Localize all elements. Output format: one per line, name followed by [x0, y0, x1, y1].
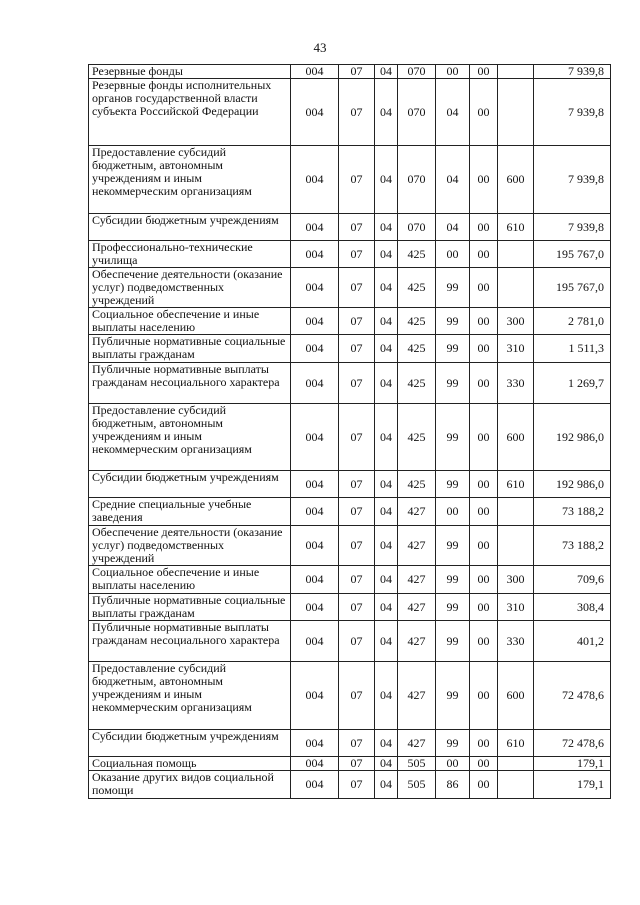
cell-expense-type: 600 [498, 662, 534, 730]
cell-subprogram-code: 00 [436, 241, 470, 268]
cell-subsection-code: 04 [375, 594, 398, 621]
table-row [89, 363, 611, 404]
cell-section-code: 07 [339, 594, 375, 621]
cell-program-code: 070 [398, 79, 436, 146]
cell-subprogram-code: 99 [436, 526, 470, 566]
cell-program-code: 427 [398, 594, 436, 621]
table-row [89, 335, 611, 363]
row-name: Обеспечение деятельности (оказание услуг) подведомственных учреждений [89, 268, 291, 308]
table-row [89, 566, 611, 594]
cell-amount: 7 939,8 [534, 65, 611, 79]
cell-expense-type [498, 79, 534, 146]
cell-item-code: 00 [470, 621, 498, 662]
cell-subsection-code: 04 [375, 771, 398, 799]
cell-subsection-code: 04 [375, 662, 398, 730]
cell-program-code: 427 [398, 566, 436, 594]
cell-amount: 72 478,6 [534, 662, 611, 730]
row-name: Субсидии бюджетным учреждениям [89, 214, 291, 241]
row-name: Резервные фонды исполнительных органов государственной власти субъекта Российской Федерации [89, 79, 291, 146]
cell-item-code: 00 [470, 335, 498, 363]
row-name: Предоставление субсидий бюджетным, автономным учреждениям и иным некоммерческим организациям [89, 404, 291, 471]
cell-subprogram-code: 99 [436, 621, 470, 662]
cell-section-code: 07 [339, 621, 375, 662]
cell-program-code: 425 [398, 241, 436, 268]
cell-expense-type: 300 [498, 566, 534, 594]
cell-item-code: 00 [470, 662, 498, 730]
cell-subprogram-code: 99 [436, 404, 470, 471]
cell-ministry-code: 004 [291, 526, 339, 566]
cell-amount: 1 511,3 [534, 335, 611, 363]
cell-item-code: 00 [470, 771, 498, 799]
row-name: Средние специальные учебные заведения [89, 498, 291, 526]
cell-subsection-code: 04 [375, 146, 398, 214]
cell-expense-type [498, 65, 534, 79]
cell-program-code: 070 [398, 214, 436, 241]
cell-section-code: 07 [339, 363, 375, 404]
cell-section-code: 07 [339, 498, 375, 526]
page-number: 43 [313, 40, 327, 55]
cell-program-code: 070 [398, 65, 436, 79]
cell-section-code: 07 [339, 214, 375, 241]
cell-item-code: 00 [470, 241, 498, 268]
cell-section-code: 07 [339, 335, 375, 363]
table-row [89, 268, 611, 308]
cell-subsection-code: 04 [375, 404, 398, 471]
cell-program-code: 425 [398, 471, 436, 498]
row-name: Оказание других видов социальной помощи [89, 771, 291, 799]
cell-section-code: 07 [339, 526, 375, 566]
cell-amount: 709,6 [534, 566, 611, 594]
cell-subsection-code: 04 [375, 335, 398, 363]
cell-item-code: 00 [470, 730, 498, 757]
cell-program-code: 427 [398, 730, 436, 757]
cell-subprogram-code: 00 [436, 757, 470, 771]
cell-subprogram-code: 99 [436, 363, 470, 404]
cell-program-code: 425 [398, 363, 436, 404]
cell-ministry-code: 004 [291, 241, 339, 268]
cell-subsection-code: 04 [375, 241, 398, 268]
table-row [89, 771, 611, 799]
row-name: Субсидии бюджетным учреждениям [89, 730, 291, 757]
cell-subsection-code: 04 [375, 79, 398, 146]
cell-item-code: 00 [470, 65, 498, 79]
cell-subsection-code: 04 [375, 526, 398, 566]
cell-amount: 192 986,0 [534, 404, 611, 471]
cell-expense-type: 610 [498, 214, 534, 241]
cell-subsection-code: 04 [375, 621, 398, 662]
cell-ministry-code: 004 [291, 771, 339, 799]
cell-expense-type: 610 [498, 730, 534, 757]
cell-program-code: 425 [398, 335, 436, 363]
cell-program-code: 505 [398, 771, 436, 799]
cell-subprogram-code: 99 [436, 335, 470, 363]
cell-subsection-code: 04 [375, 757, 398, 771]
cell-amount: 73 188,2 [534, 526, 611, 566]
cell-ministry-code: 004 [291, 65, 339, 79]
table-row [89, 308, 611, 335]
cell-subprogram-code: 99 [436, 471, 470, 498]
cell-ministry-code: 004 [291, 79, 339, 146]
cell-amount: 73 188,2 [534, 498, 611, 526]
cell-amount: 72 478,6 [534, 730, 611, 757]
table-row [89, 214, 611, 241]
cell-expense-type: 600 [498, 146, 534, 214]
row-name: Социальная помощь [89, 757, 291, 771]
cell-ministry-code: 004 [291, 498, 339, 526]
cell-subsection-code: 04 [375, 730, 398, 757]
cell-amount: 401,2 [534, 621, 611, 662]
cell-amount: 7 939,8 [534, 214, 611, 241]
cell-ministry-code: 004 [291, 363, 339, 404]
cell-ministry-code: 004 [291, 594, 339, 621]
cell-item-code: 00 [470, 566, 498, 594]
cell-expense-type [498, 526, 534, 566]
cell-section-code: 07 [339, 471, 375, 498]
cell-expense-type: 310 [498, 594, 534, 621]
cell-item-code: 00 [470, 757, 498, 771]
row-name: Публичные нормативные социальные выплаты гражданам [89, 594, 291, 621]
cell-subsection-code: 04 [375, 471, 398, 498]
row-name: Обеспечение деятельности (оказание услуг) подведомственных учреждений [89, 526, 291, 566]
cell-expense-type: 330 [498, 621, 534, 662]
cell-subprogram-code: 04 [436, 146, 470, 214]
cell-item-code: 00 [470, 498, 498, 526]
row-name: Субсидии бюджетным учреждениям [89, 471, 291, 498]
cell-amount: 195 767,0 [534, 268, 611, 308]
cell-section-code: 07 [339, 771, 375, 799]
cell-section-code: 07 [339, 79, 375, 146]
cell-program-code: 425 [398, 308, 436, 335]
cell-program-code: 427 [398, 621, 436, 662]
row-name: Профессионально-технические училища [89, 241, 291, 268]
cell-item-code: 00 [470, 79, 498, 146]
cell-ministry-code: 004 [291, 214, 339, 241]
cell-amount: 7 939,8 [534, 79, 611, 146]
cell-expense-type [498, 498, 534, 526]
table-row [89, 146, 611, 214]
cell-expense-type: 330 [498, 363, 534, 404]
table-body [89, 65, 611, 799]
table-row [89, 79, 611, 146]
cell-expense-type [498, 268, 534, 308]
cell-item-code: 00 [470, 526, 498, 566]
cell-program-code: 427 [398, 526, 436, 566]
cell-item-code: 00 [470, 404, 498, 471]
cell-amount: 1 269,7 [534, 363, 611, 404]
table-row [89, 65, 611, 79]
cell-subprogram-code: 04 [436, 214, 470, 241]
cell-subprogram-code: 04 [436, 79, 470, 146]
cell-expense-type: 300 [498, 308, 534, 335]
row-name: Публичные нормативные выплаты гражданам несоциального характера [89, 621, 291, 662]
cell-amount: 7 939,8 [534, 146, 611, 214]
cell-ministry-code: 004 [291, 308, 339, 335]
table-row [89, 526, 611, 566]
cell-ministry-code: 004 [291, 730, 339, 757]
cell-program-code: 505 [398, 757, 436, 771]
cell-subprogram-code: 99 [436, 730, 470, 757]
cell-subprogram-code: 99 [436, 268, 470, 308]
cell-amount: 308,4 [534, 594, 611, 621]
cell-item-code: 00 [470, 363, 498, 404]
cell-section-code: 07 [339, 65, 375, 79]
cell-item-code: 00 [470, 308, 498, 335]
cell-section-code: 07 [339, 404, 375, 471]
row-name: Публичные нормативные социальные выплаты гражданам [89, 335, 291, 363]
cell-section-code: 07 [339, 566, 375, 594]
cell-amount: 192 986,0 [534, 471, 611, 498]
row-name: Предоставление субсидий бюджетным, автономным учреждениям и иным некоммерческим организациям [89, 146, 291, 214]
cell-program-code: 425 [398, 404, 436, 471]
table-row [89, 662, 611, 730]
cell-amount: 179,1 [534, 771, 611, 799]
table-row [89, 241, 611, 268]
cell-expense-type [498, 771, 534, 799]
cell-item-code: 00 [470, 471, 498, 498]
cell-amount: 2 781,0 [534, 308, 611, 335]
cell-section-code: 07 [339, 268, 375, 308]
cell-expense-type: 600 [498, 404, 534, 471]
cell-subprogram-code: 99 [436, 308, 470, 335]
table-row [89, 594, 611, 621]
cell-ministry-code: 004 [291, 404, 339, 471]
table-row [89, 621, 611, 662]
cell-ministry-code: 004 [291, 335, 339, 363]
row-name: Социальное обеспечение и иные выплаты населению [89, 566, 291, 594]
row-name: Резервные фонды [89, 65, 291, 79]
cell-ministry-code: 004 [291, 621, 339, 662]
cell-subprogram-code: 99 [436, 662, 470, 730]
cell-ministry-code: 004 [291, 566, 339, 594]
row-name: Предоставление субсидий бюджетным, автономным учреждениям и иным некоммерческим организациям [89, 662, 291, 730]
cell-item-code: 00 [470, 146, 498, 214]
cell-subprogram-code: 00 [436, 498, 470, 526]
table-row [89, 471, 611, 498]
cell-ministry-code: 004 [291, 757, 339, 771]
cell-ministry-code: 004 [291, 268, 339, 308]
cell-section-code: 07 [339, 308, 375, 335]
cell-subsection-code: 04 [375, 268, 398, 308]
table-row [89, 757, 611, 771]
cell-section-code: 07 [339, 146, 375, 214]
cell-section-code: 07 [339, 757, 375, 771]
cell-subprogram-code: 86 [436, 771, 470, 799]
cell-program-code: 070 [398, 146, 436, 214]
cell-ministry-code: 004 [291, 146, 339, 214]
cell-subsection-code: 04 [375, 498, 398, 526]
cell-item-code: 00 [470, 268, 498, 308]
cell-section-code: 07 [339, 241, 375, 268]
table-row [89, 404, 611, 471]
cell-expense-type: 610 [498, 471, 534, 498]
cell-expense-type: 310 [498, 335, 534, 363]
cell-ministry-code: 004 [291, 471, 339, 498]
cell-expense-type [498, 757, 534, 771]
cell-program-code: 427 [398, 498, 436, 526]
table-row [89, 730, 611, 757]
cell-expense-type [498, 241, 534, 268]
cell-amount: 195 767,0 [534, 241, 611, 268]
cell-subsection-code: 04 [375, 214, 398, 241]
budget-table [88, 64, 611, 799]
cell-subprogram-code: 99 [436, 566, 470, 594]
cell-subprogram-code: 99 [436, 594, 470, 621]
row-name: Социальное обеспечение и иные выплаты населению [89, 308, 291, 335]
cell-ministry-code: 004 [291, 662, 339, 730]
cell-subsection-code: 04 [375, 363, 398, 404]
cell-section-code: 07 [339, 730, 375, 757]
cell-subsection-code: 04 [375, 65, 398, 79]
cell-section-code: 07 [339, 662, 375, 730]
cell-program-code: 425 [398, 268, 436, 308]
table-row [89, 498, 611, 526]
cell-subprogram-code: 00 [436, 65, 470, 79]
cell-amount: 179,1 [534, 757, 611, 771]
cell-program-code: 427 [398, 662, 436, 730]
row-name: Публичные нормативные выплаты гражданам несоциального характера [89, 363, 291, 404]
cell-item-code: 00 [470, 214, 498, 241]
cell-subsection-code: 04 [375, 308, 398, 335]
cell-item-code: 00 [470, 594, 498, 621]
cell-subsection-code: 04 [375, 566, 398, 594]
